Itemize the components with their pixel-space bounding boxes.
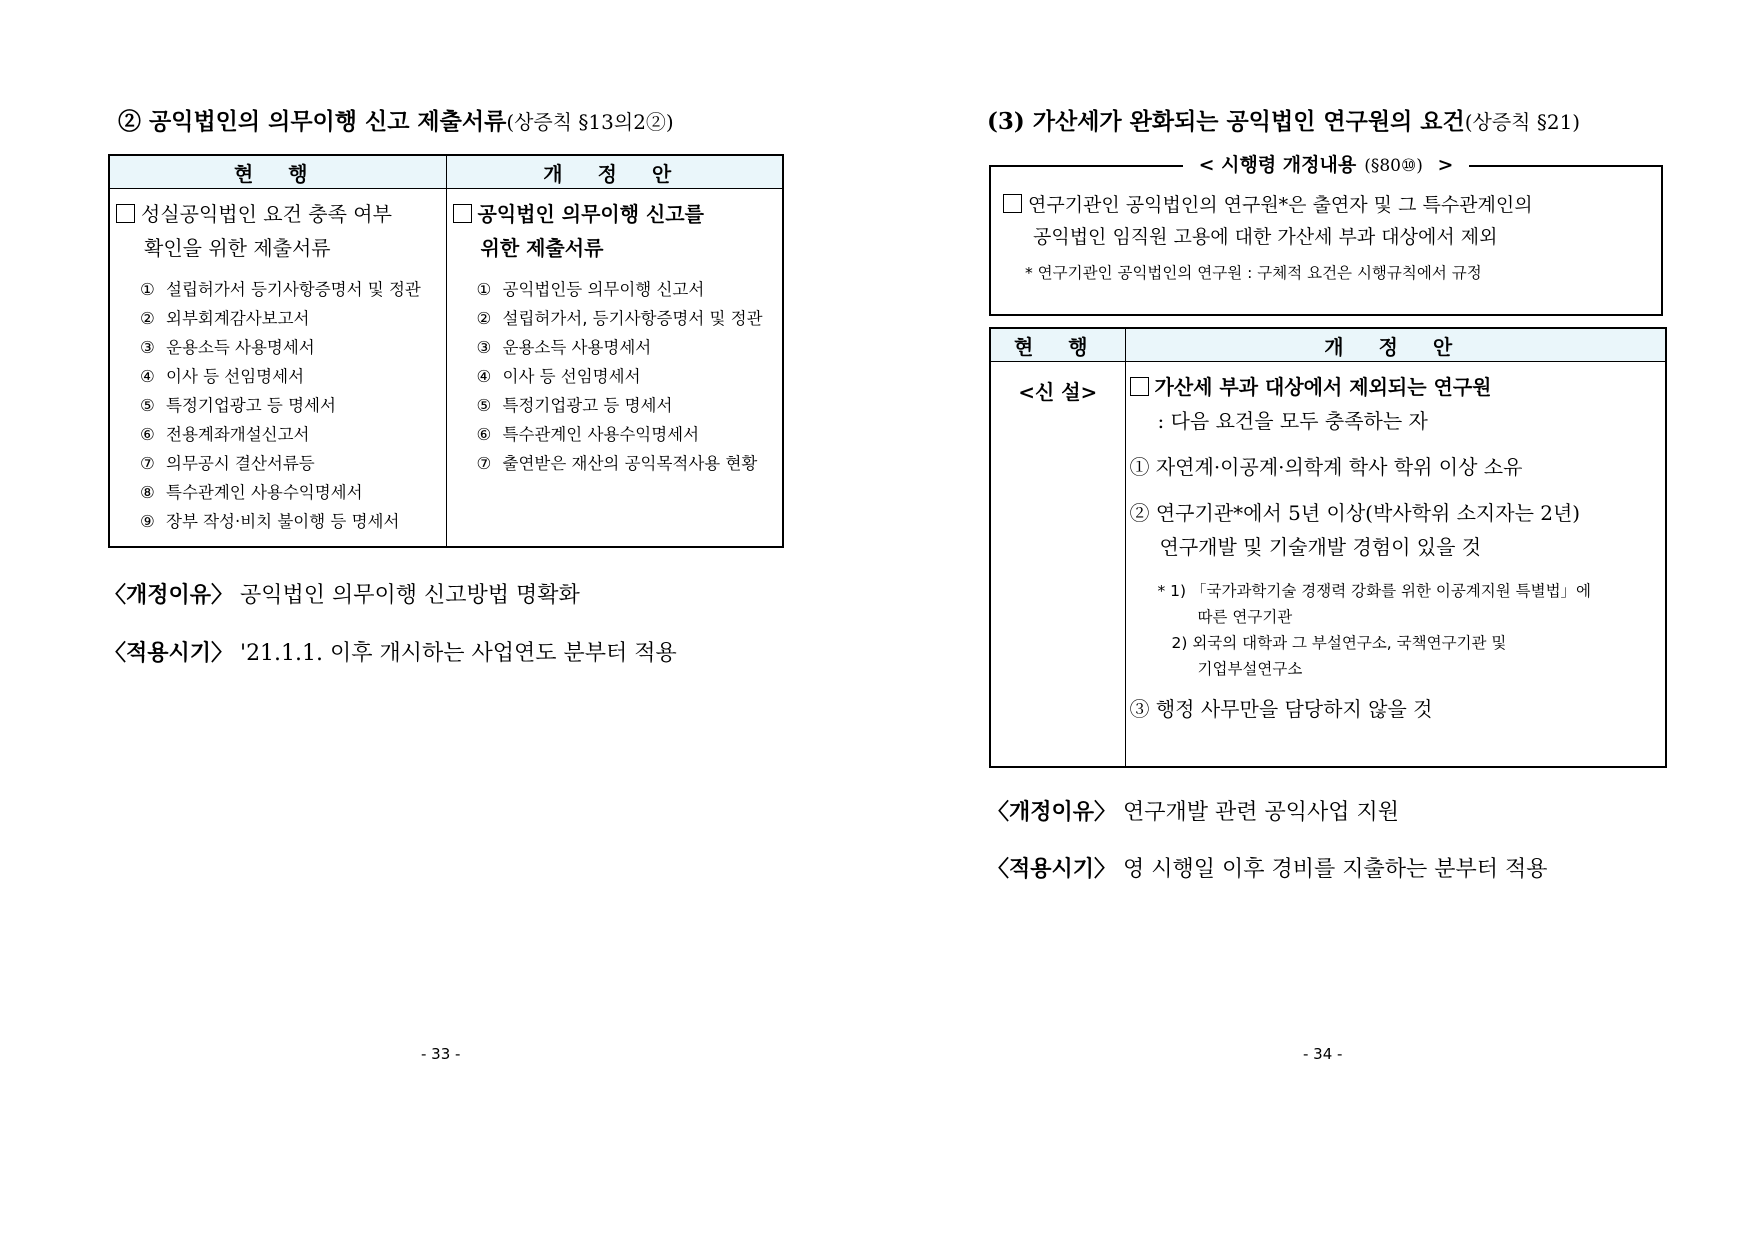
amend-heading-line1: 공익법인 의무이행 신고를 <box>477 202 704 226</box>
list-item <box>477 449 779 478</box>
checkbox-square-icon <box>116 204 135 223</box>
list-item-text: 의무공시 결산서류등 <box>166 454 315 473</box>
current-heading <box>114 197 442 231</box>
list-item-text: 장부 작성·비치 불이행 등 명세서 <box>166 512 400 531</box>
condition-1: ① 자연계·이공계·의학계 학사 학위 이상 소유 <box>1129 455 1523 479</box>
list-item <box>140 304 442 333</box>
list-item-number: ⑤ <box>476 396 492 415</box>
list-item-text: 외부회계감사보고서 <box>166 309 310 328</box>
list-item-number: ⑨ <box>140 512 155 531</box>
amend-cell <box>446 189 783 548</box>
list-item-number: ② <box>140 309 155 328</box>
condition-2-line2: 연구개발 및 기술개발 경험이 있을 것 <box>1159 535 1482 559</box>
section-title-text: ② 공익법인의 의무이행 신고 제출서류 <box>118 108 507 135</box>
condition-2 <box>1130 496 1662 564</box>
checkbox-square-icon <box>1003 194 1022 213</box>
list-item <box>140 275 442 304</box>
column-header-amend: 개 정 안 <box>446 155 783 189</box>
current-heading-line2: 확인을 위한 제출서류 <box>144 236 331 260</box>
list-item-number: ⑥ <box>476 425 492 444</box>
list-item-text: 특수관계인 사용수익명세서 <box>502 425 700 444</box>
decree-amendment-body <box>991 167 1661 297</box>
list-item-number: ⑧ <box>140 483 155 502</box>
list-item-number: ① <box>476 280 492 299</box>
amend-cell <box>1125 362 1666 767</box>
comparison-table <box>108 154 784 548</box>
list-item <box>140 420 442 449</box>
list-item-number: ⑥ <box>140 425 155 444</box>
list-item-number: ⑦ <box>476 454 492 473</box>
list-item-text: 출연받은 재산의 공익목적사용 현황 <box>502 454 758 473</box>
list-item-text: 공익법인등 의무이행 신고서 <box>502 280 705 299</box>
footnote-1-line2: 따른 연구기관 <box>1197 608 1293 626</box>
page-number: - 34 - <box>1303 1045 1343 1063</box>
list-item-number: ④ <box>140 367 155 386</box>
current-document-list <box>140 275 442 536</box>
list-item <box>477 333 779 362</box>
list-item-text: 이사 등 선임명세서 <box>166 367 305 386</box>
revision-reason <box>987 795 1399 826</box>
comparison-table <box>989 327 1667 768</box>
list-item-number: ④ <box>476 367 492 386</box>
section-title <box>987 103 1580 136</box>
list-item <box>140 449 442 478</box>
section-title <box>118 103 674 136</box>
list-item-number: ⑤ <box>140 396 155 415</box>
amend-subheading: : 다음 요건을 모두 충족하는 자 <box>1157 409 1428 433</box>
list-item-text: 운용소득 사용명세서 <box>166 338 315 357</box>
application-period-label: 〈적용시기〉 <box>104 641 234 666</box>
section-title-ref: (상증칙 §21) <box>1464 110 1581 134</box>
section-title-ref: (상증칙 §13의2②) <box>506 110 674 134</box>
checkbox-square-icon <box>1130 377 1149 396</box>
column-header-amend: 개 정 안 <box>1125 328 1666 362</box>
list-item-text: 전용계좌개설신고서 <box>166 425 310 444</box>
application-period-text: '21.1.1. 이후 개시하는 사업연도 분부터 적용 <box>240 641 677 666</box>
list-item <box>477 420 779 449</box>
list-item <box>477 275 779 304</box>
amend-heading-text: 가산세 부과 대상에서 제외되는 연구원 <box>1154 375 1492 399</box>
list-item <box>477 391 779 420</box>
list-item-text: 특정기업광고 등 명세서 <box>166 396 336 415</box>
list-item-text: 특정기업광고 등 명세서 <box>502 396 673 415</box>
revision-reason-label: 〈개정이유〉 <box>987 800 1117 825</box>
list-item-text: 이사 등 선임명세서 <box>502 367 641 386</box>
footnote-2-line1: 2) 외국의 대학과 그 부설연구소, 국책연구기관 및 <box>1171 634 1507 652</box>
revision-reason-text: 공익법인 의무이행 신고방법 명확화 <box>240 583 580 608</box>
page-number: - 33 - <box>421 1045 461 1063</box>
revision-reason-text: 연구개발 관련 공익사업 지원 <box>1123 800 1400 825</box>
column-header-current: 현 행 <box>109 155 446 189</box>
decree-amendment-legend <box>991 150 1661 177</box>
amend-document-list <box>477 275 779 478</box>
legend-text: < 시행령 개정내용 <box>1191 154 1365 176</box>
list-item <box>477 362 779 391</box>
list-item-text: 설립허가서, 등기사항증명서 및 정관 <box>502 309 763 328</box>
application-period <box>104 636 677 667</box>
right-page <box>877 0 1754 1240</box>
column-header-current: 현 행 <box>990 328 1125 362</box>
section-title-text: (3) 가산세가 완화되는 공익법인 연구원의 요건 <box>987 108 1465 135</box>
list-item <box>140 478 442 507</box>
current-heading-line1: 성실공익법인 요건 충족 여부 <box>141 202 392 226</box>
amend-heading <box>1130 370 1662 404</box>
list-item-text: 설립허가서 등기사항증명서 및 정관 <box>166 280 421 299</box>
amend-heading-line2: 위한 제출서류 <box>480 236 604 260</box>
list-item-number: ⑦ <box>140 454 155 473</box>
list-item <box>140 507 442 536</box>
decree-line-2: 공익법인 임직원 고용에 대한 가산세 부과 대상에서 제외 <box>1033 226 1498 248</box>
application-period-label: 〈적용시기〉 <box>987 857 1117 882</box>
application-period <box>987 852 1548 883</box>
footnote-2-line2: 기업부설연구소 <box>1197 660 1303 678</box>
list-item <box>140 362 442 391</box>
checkbox-square-icon <box>453 204 472 223</box>
revision-reason <box>104 578 580 609</box>
decree-line-1 <box>1003 189 1649 221</box>
list-item-number: ① <box>140 280 155 299</box>
application-period-text: 영 시행일 이후 경비를 지출하는 분부터 적용 <box>1123 857 1548 882</box>
list-item-text: 운용소득 사용명세서 <box>502 338 652 357</box>
research-institute-footnote <box>1158 578 1662 682</box>
list-item-number: ③ <box>140 338 155 357</box>
list-item <box>140 333 442 362</box>
footnote-1-line1: * 1) 「국가과학기술 경쟁력 강화를 위한 이공계지원 특별법」에 <box>1157 582 1592 600</box>
condition-3: ③ 행정 사무만을 담당하지 않을 것 <box>1129 697 1433 721</box>
list-item-number: ② <box>476 309 492 328</box>
list-item <box>140 391 442 420</box>
amend-content <box>1130 370 1662 726</box>
list-item <box>477 304 779 333</box>
decree-amendment-box <box>989 154 1663 316</box>
new-provision-cell: <신 설> <box>990 362 1125 767</box>
list-item-number: ③ <box>476 338 492 357</box>
revision-reason-label: 〈개정이유〉 <box>104 583 234 608</box>
amend-heading <box>451 197 779 231</box>
current-cell <box>109 189 446 548</box>
decree-line-1-text: 연구기관인 공익법인의 연구원*은 출연자 및 그 특수관계인의 <box>1028 194 1533 216</box>
decree-note: * 연구기관인 공익법인의 연구원 : 구체적 요건은 시행규칙에서 규정 <box>1025 264 1482 282</box>
condition-2-line1: ② 연구기관*에서 5년 이상(박사학위 소지자는 2년) <box>1129 501 1581 525</box>
list-item-text: 특수관계인 사용수익명세서 <box>166 483 363 502</box>
legend-ref: (§80⑩) <box>1364 156 1423 176</box>
legend-end: > <box>1423 154 1462 176</box>
